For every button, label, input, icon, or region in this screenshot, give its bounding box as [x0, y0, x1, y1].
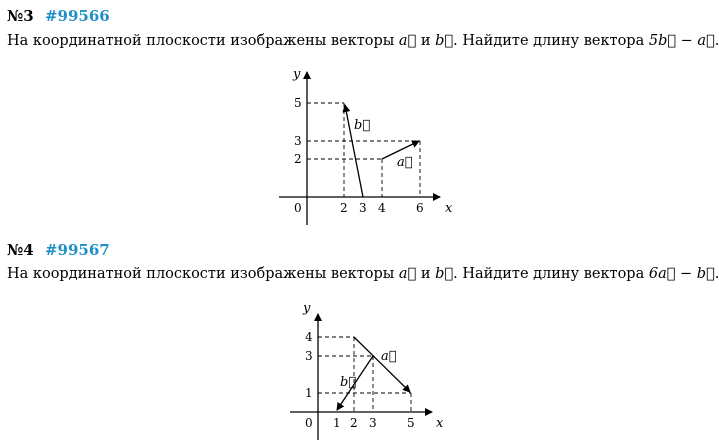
x-tick-label: 3 — [359, 201, 367, 215]
y-tick-label: 4 — [305, 330, 313, 344]
problem-number: №3 — [7, 7, 34, 25]
x-tick-label: 1 — [333, 416, 341, 430]
vector-a-arrow — [354, 337, 410, 392]
x-tick-label: 3 — [369, 416, 377, 430]
y-tick-label: 3 — [305, 349, 313, 363]
x-tick-label: 5 — [407, 416, 415, 430]
conjunction: и — [416, 266, 436, 282]
origin-label: 0 — [294, 201, 302, 215]
x-axis-label: x — [445, 201, 453, 216]
text-after: . Найдите длину вектора — [453, 266, 649, 282]
x-tick-label: 6 — [416, 201, 424, 215]
x-tick-label: 4 — [378, 201, 386, 215]
problem-link[interactable]: #99567 — [44, 241, 110, 259]
vector-b-label: b⃗ — [340, 375, 357, 390]
x-tick-label: 2 — [350, 416, 358, 430]
text-end: . — [714, 266, 719, 282]
origin-label: 0 — [305, 416, 313, 430]
vector-b-label: b⃗ — [354, 118, 371, 133]
text-before: На координатной плоскости изображены векторы — [7, 33, 399, 49]
y-tick-label: 2 — [294, 152, 302, 166]
y-axis-label: y — [303, 301, 311, 316]
y-tick-label: 3 — [294, 134, 302, 148]
y-tick-label: 1 — [305, 386, 313, 400]
y-axis-label: y — [293, 67, 301, 82]
expression: 6a⃗ − b⃗ — [648, 266, 715, 282]
vector-a: a⃗ — [398, 266, 417, 282]
vector-b: b⃗ — [435, 33, 454, 49]
x-axis-label: x — [436, 416, 444, 431]
text-after: . Найдите длину вектора — [453, 33, 649, 49]
problem-number: №4 — [7, 241, 34, 259]
vector-a-label: a⃗ — [397, 155, 413, 170]
vector-a: a⃗ — [398, 33, 417, 49]
text-before: На координатной плоскости изображены векторы — [7, 266, 399, 282]
vector-b: b⃗ — [435, 266, 454, 282]
y-tick-label: 5 — [294, 96, 302, 110]
expression: 5b⃗ − a⃗ — [648, 33, 715, 49]
text-end: . — [714, 33, 719, 49]
problem-link[interactable]: #99566 — [44, 7, 110, 25]
dashed-guides — [318, 337, 411, 412]
x-tick-label: 2 — [340, 201, 348, 215]
vector-a-label: a⃗ — [381, 349, 397, 364]
conjunction: и — [416, 33, 436, 49]
